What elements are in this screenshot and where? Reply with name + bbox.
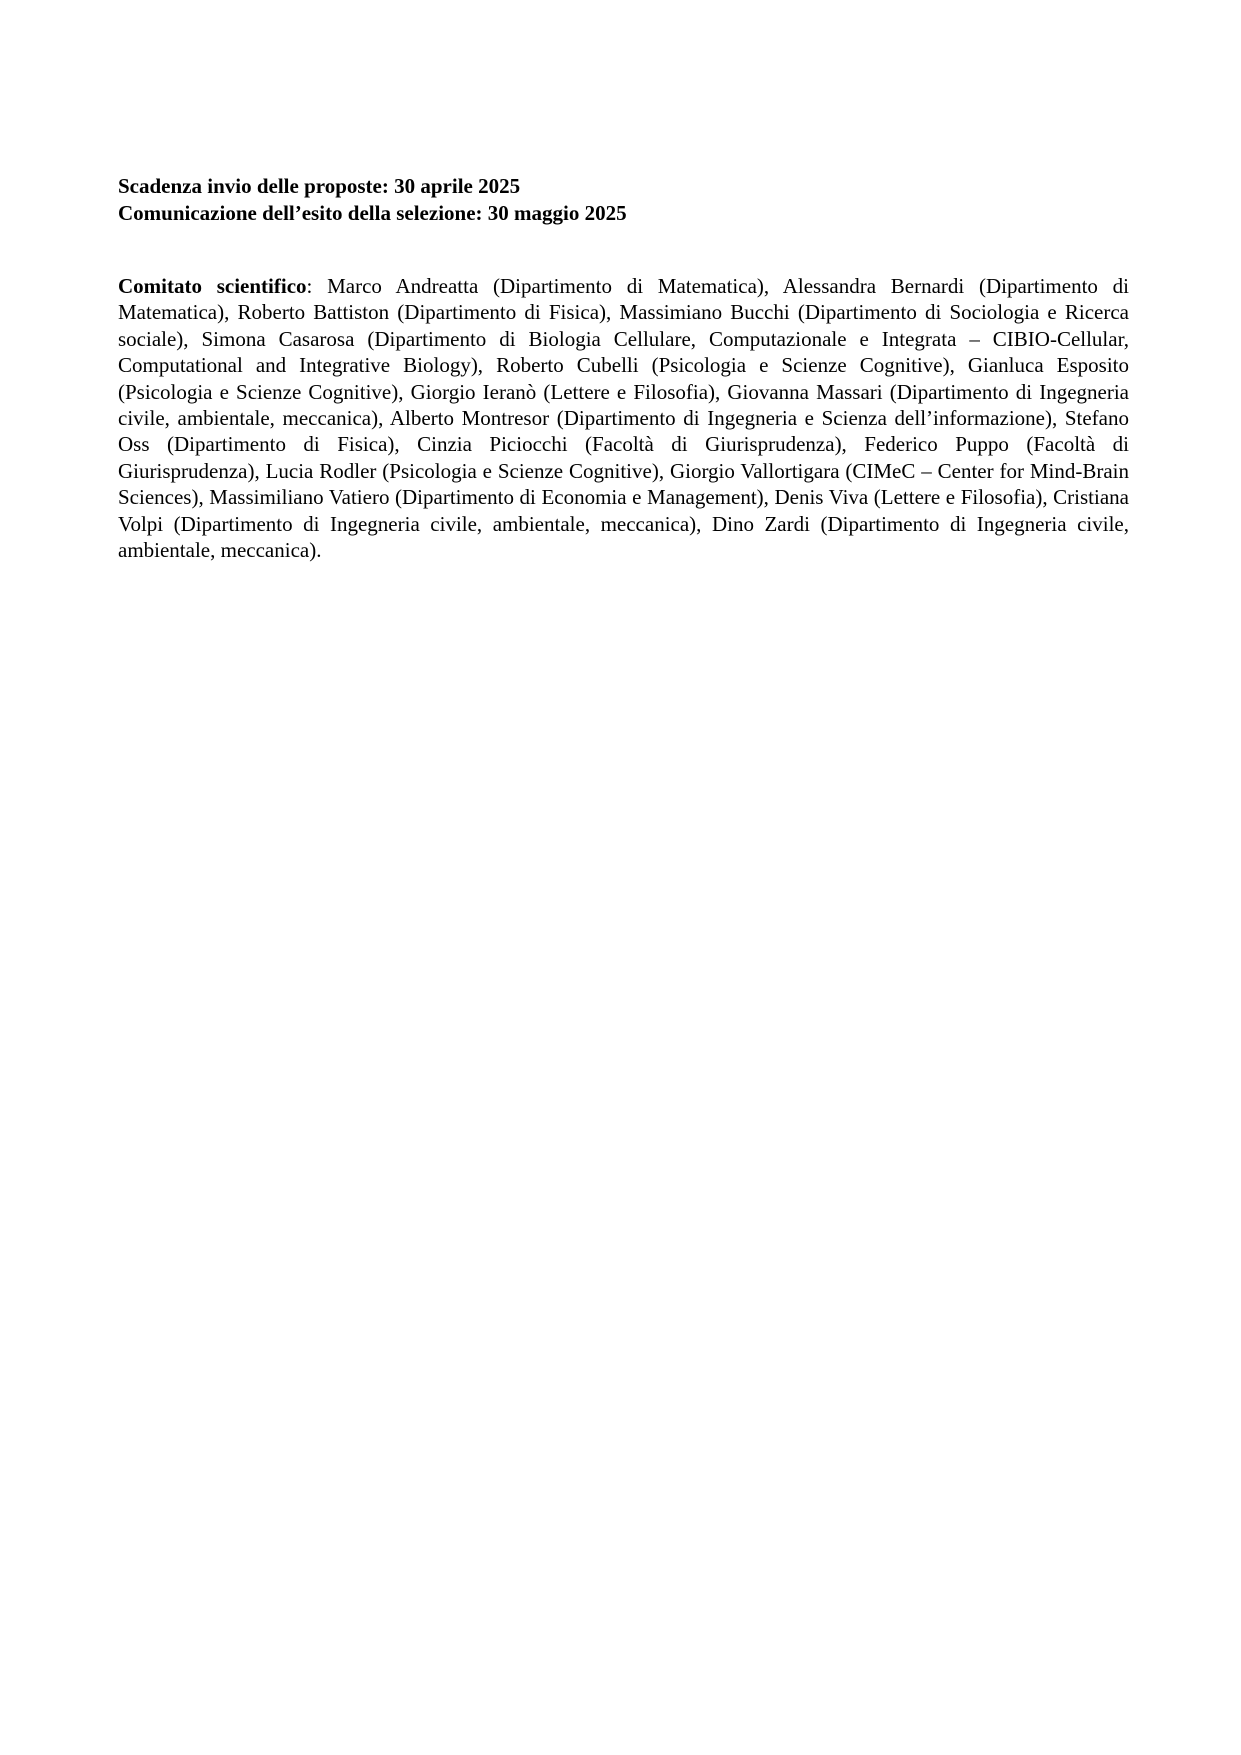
scientific-committee-paragraph: [118, 273, 1129, 563]
committee-members: : Marco Andreatta (Dipartimento di Matematica), Alessandra Bernardi (Dipartimento di Matematica), Roberto Battiston (Dipartimento di Fisica), Massimiano Bucchi (Dipartimento di Sociologia e Ricerca sociale), Simona Casarosa (Dipartimento di Biologia Cellulare, Computazionale e Integrata – CIBIO-Cellular, Computational and Integrative Biology), Roberto Cubelli (Psicologia e Scienze Cognitive), Gianluca Esposito (Psicologia e Scienze Cognitive), Giorgio Ieranò (Lettere e Filosofia), Giovanna Massari (Dipartimento di Ingegneria civile, ambientale, meccanica), Alberto Montresor (Dipartimento di Ingegneria e Scienza dell’informazione), Stefano Oss (Dipartimento di Fisica), Cinzia Piciocchi (Facoltà di Giurisprudenza), Federico Puppo (Facoltà di Giurisprudenza), Lucia Rodler (Psicologia e Scienze Cognitive), Giorgio Vallortigara (CIMeC – Center for Mind-Brain Sciences), Massimiliano Vatiero (Dipartimento di Economia e Management), Denis Viva (Lettere e Filosofia), Cristiana Volpi (Dipartimento di Ingegneria civile, ambientale, meccanica), Dino Zardi (Dipartimento di Ingegneria civile, ambientale, meccanica).: [118, 274, 1129, 563]
deadlines-block: [118, 173, 1128, 227]
committee-label: Comitato scientifico: [118, 274, 307, 298]
notification-deadline: Comunicazione dell’esito della selezione: 30 maggio 2025: [118, 201, 627, 225]
submission-deadline: Scadenza invio delle proposte: 30 aprile 2025: [118, 174, 521, 198]
